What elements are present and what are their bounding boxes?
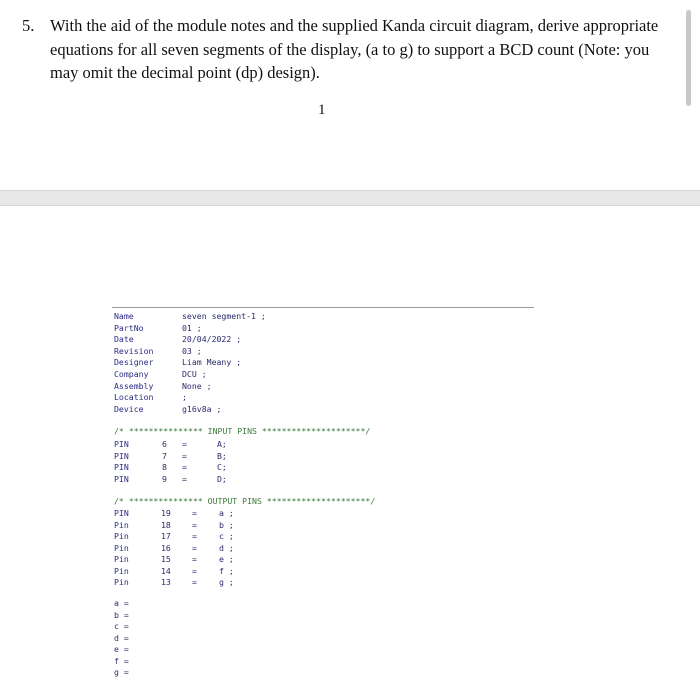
header-key: Designer [114,357,154,368]
header-key: Name [114,311,134,321]
header-value: 03 ; [182,345,202,356]
header-value: Liam Meany ; [182,357,242,368]
input-pin-signal: D; [217,473,227,484]
input-pin-number: 9 [162,473,167,484]
header-value: 20/04/2022 ; [182,334,242,345]
header-value: None ; [182,380,212,391]
output-pin-signal: b ; [219,519,234,530]
header-key: Revision [114,345,154,356]
output-pin-number: 14 [161,565,171,576]
output-pin-equals: = [192,542,197,553]
page-separator [0,190,700,206]
input-pin-equals: = [182,450,187,461]
segment-equation: b = [114,609,129,620]
output-pin-number: 17 [161,531,171,541]
output-pin-number: 13 [161,577,171,587]
output-pin-number: 16 [161,542,171,553]
code-top-rule [112,307,534,308]
input-pin-number: 8 [162,462,167,472]
input-pin-number: 6 [162,439,167,449]
input-pin-equals: = [182,439,187,449]
header-key: Date [114,334,134,345]
segment-equation: a = [114,598,129,608]
output-pin-signal: d ; [219,542,234,553]
output-pin-number: 18 [161,519,171,530]
output-pin-equals: = [192,577,197,587]
header-value: seven segment-1 ; [182,311,266,321]
output-pin-equals: = [192,531,197,541]
output-pin-signal: g ; [219,577,234,587]
header-key: Company [114,369,149,379]
output-pin-signal: c ; [219,531,234,541]
question-text: With the aid of the module notes and the supplied Kanda circuit diagram, derive appropriate equations for all seven segments of the display, (a to g) to support a BCD count (Note: you may omit the decimal point (dp) design). [50,16,659,82]
output-pin-keyword: PIN [114,508,129,518]
output-pin-number: 19 [161,508,171,518]
header-value: g16v8a ; [182,403,222,414]
input-pin-number: 7 [162,450,167,461]
output-pin-keyword: Pin [114,554,129,564]
output-pin-signal: f ; [219,565,234,576]
input-pin-keyword: PIN [114,450,129,461]
cupl-code-image [0,206,700,688]
input-pin-equals: = [182,473,187,484]
input-pin-keyword: PIN [114,462,129,472]
output-pin-keyword: Pin [114,565,129,576]
input-pin-keyword: PIN [114,439,129,449]
header-key: Assembly [114,380,154,391]
header-key: PartNo [114,322,144,333]
input-pin-signal: B; [217,450,227,461]
input-pins-comment: /* *************** INPUT PINS *********************/ [114,426,371,436]
header-key: Location [114,392,154,403]
output-pin-signal: e ; [219,554,234,564]
question-number: 5. [22,16,35,35]
output-pin-keyword: Pin [114,542,129,553]
segment-equation: g = [114,667,129,677]
output-pin-equals: = [192,519,197,530]
header-value: ; [182,392,187,403]
header-key: Device [114,403,144,414]
segment-equation: f = [114,655,129,666]
segment-equation: d = [114,632,129,643]
input-pin-keyword: PIN [114,473,129,484]
output-pin-keyword: Pin [114,577,129,587]
output-pin-equals: = [192,554,197,564]
output-pin-equals: = [192,508,197,518]
segment-equation: e = [114,644,129,654]
output-pins-comment: /* *************** OUTPUT PINS *********************/ [114,496,376,506]
input-pin-equals: = [182,462,187,472]
input-pin-signal: A; [217,439,227,449]
scrollbar[interactable] [686,10,691,106]
output-pin-number: 15 [161,554,171,564]
output-pin-keyword: Pin [114,531,129,541]
output-pin-equals: = [192,565,197,576]
output-pin-signal: a ; [219,508,234,518]
output-pin-keyword: Pin [114,519,129,530]
input-pin-signal: C; [217,462,227,472]
question-page [0,0,700,190]
page-number: 1 [318,102,326,118]
header-value: DCU ; [182,369,207,379]
segment-equation: c = [114,621,129,631]
header-value: 01 ; [182,322,202,333]
